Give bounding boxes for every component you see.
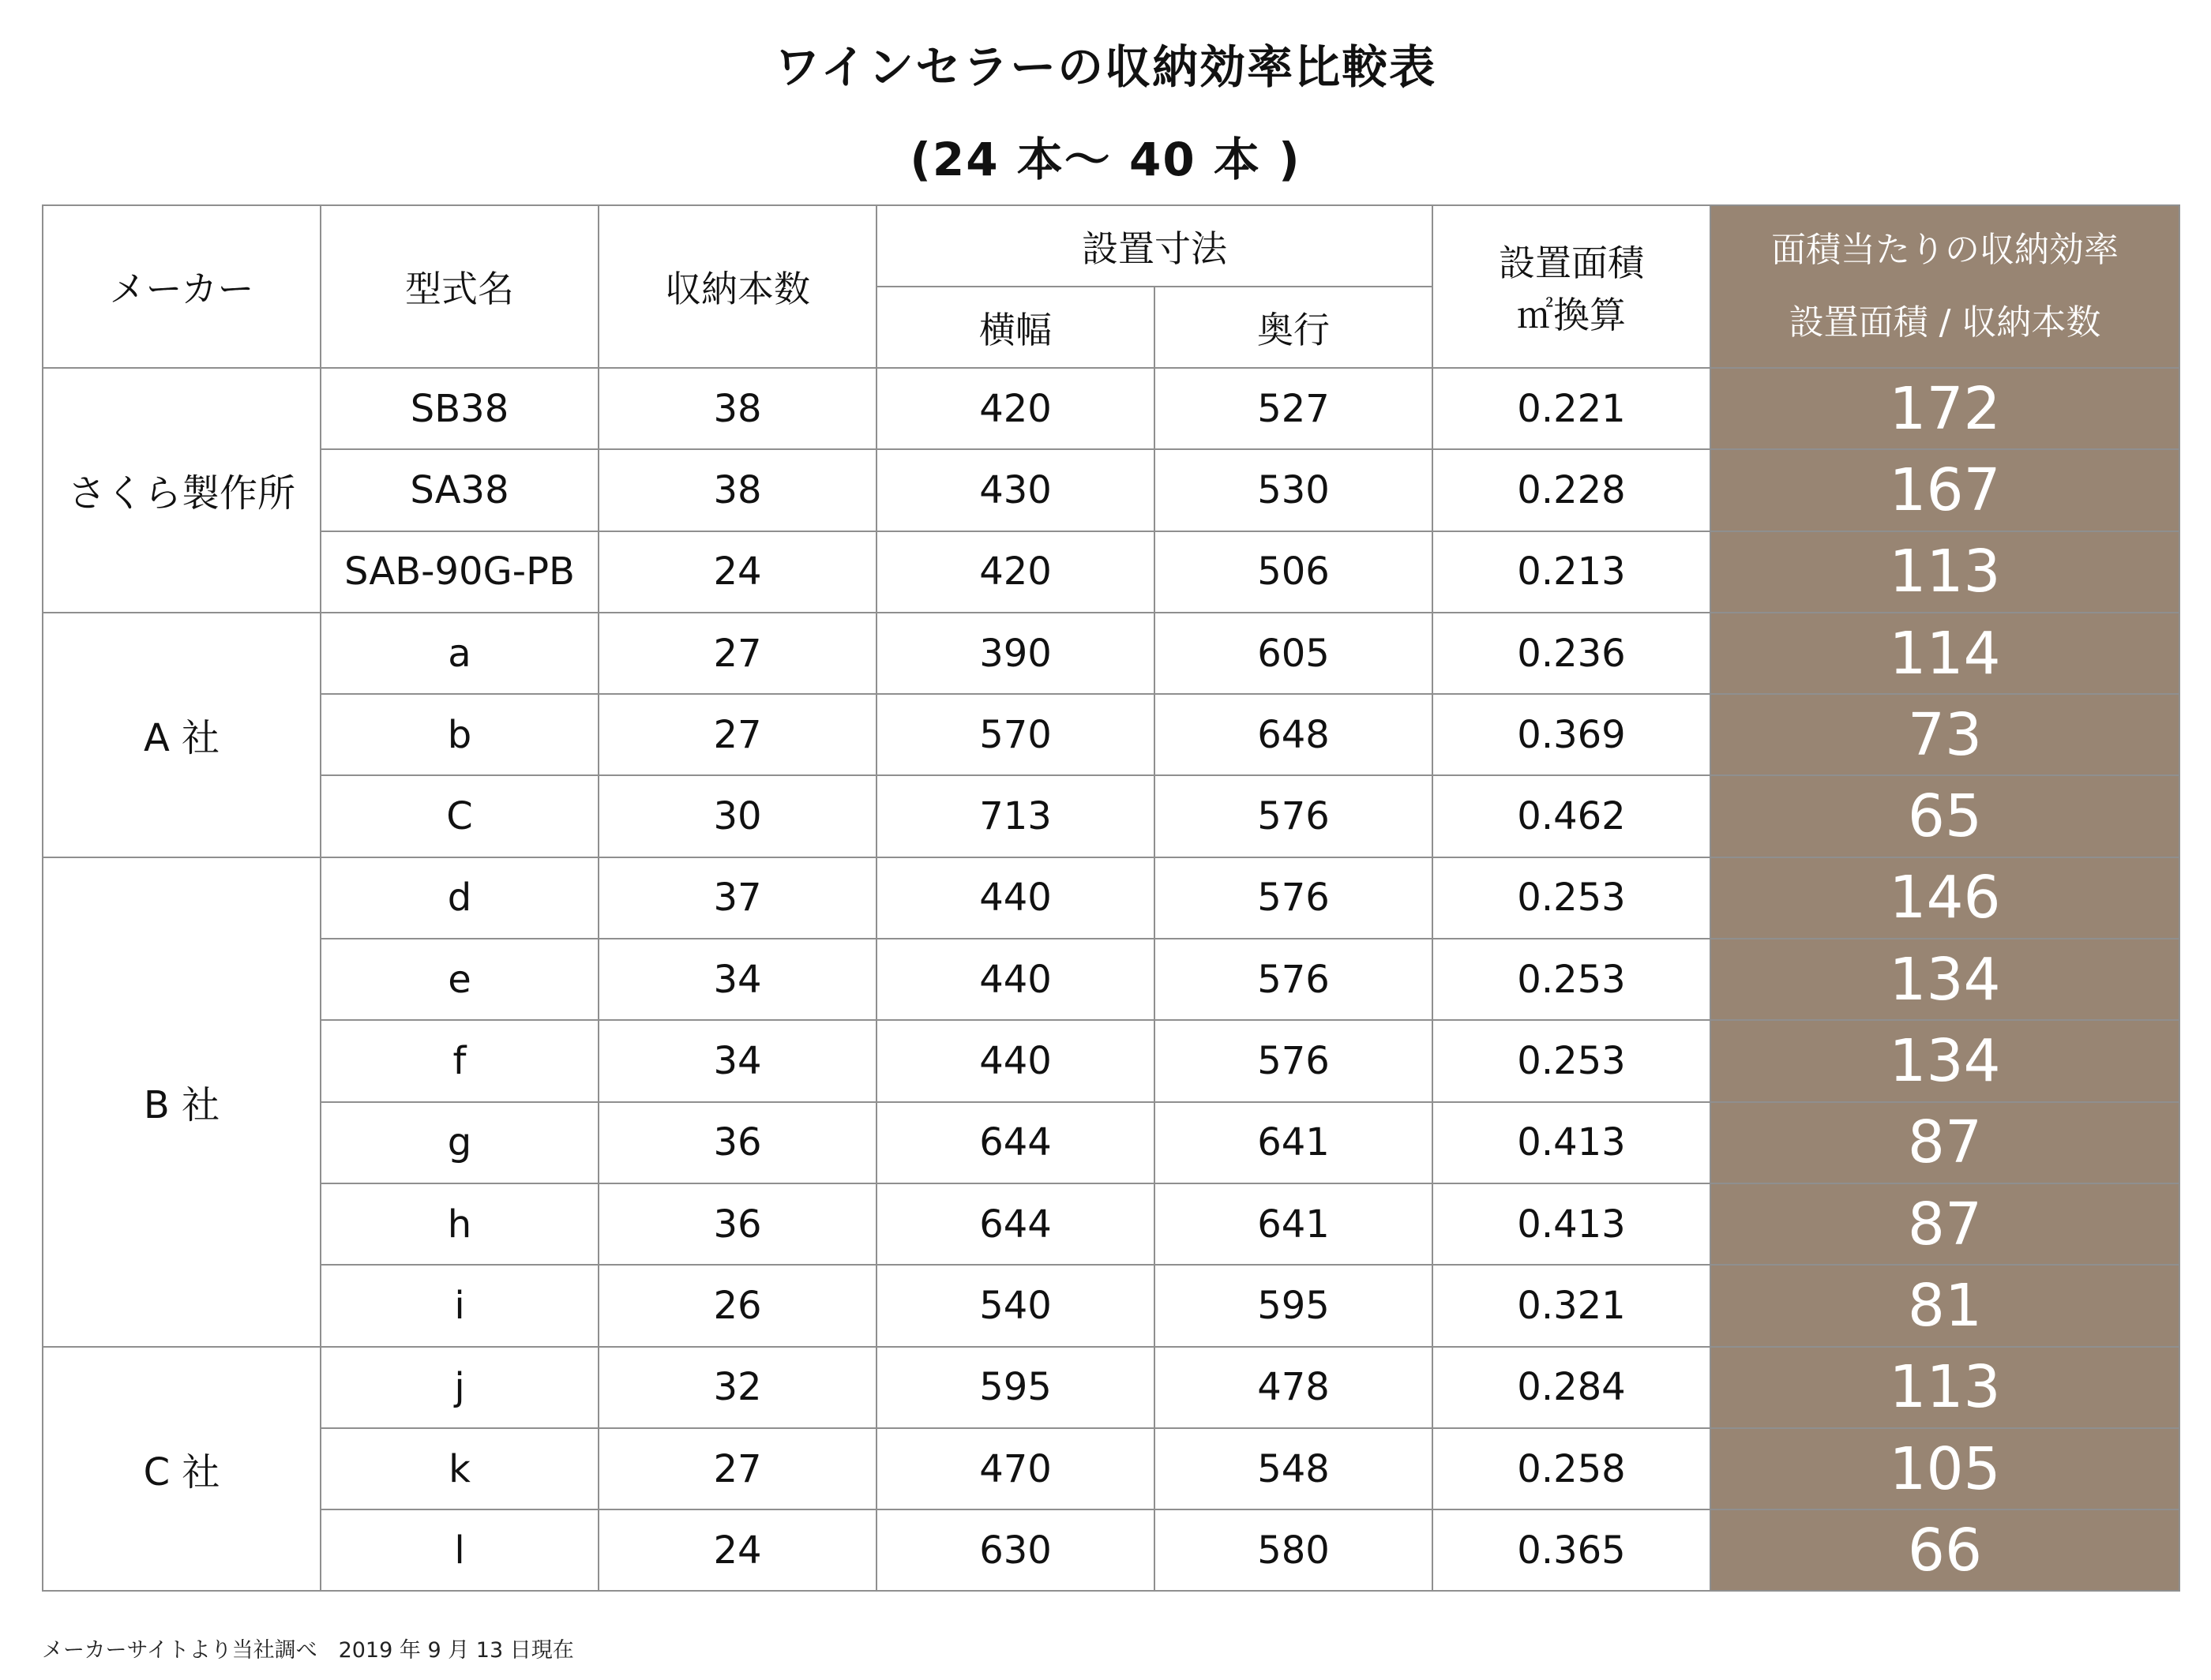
cell-efficiency: 113 (1710, 1347, 2179, 1428)
cell-width: 440 (877, 1020, 1154, 1101)
cell-width: 540 (877, 1265, 1154, 1346)
cell-width: 440 (877, 857, 1154, 939)
cell-maker: C 社 (43, 1347, 321, 1592)
cell-area: 0.221 (1432, 368, 1710, 449)
cell-model: SAB-90G-PB (321, 531, 599, 613)
header-efficiency (1710, 205, 2179, 368)
cell-area: 0.284 (1432, 1347, 1710, 1428)
header-width: 横幅 (877, 287, 1154, 368)
comparison-table (42, 204, 2180, 1592)
cell-model: k (321, 1428, 599, 1509)
cell-depth: 605 (1154, 613, 1432, 694)
cell-model: e (321, 939, 599, 1020)
cell-efficiency: 114 (1710, 613, 2179, 694)
cell-depth: 548 (1154, 1428, 1432, 1509)
header-depth: 奥行 (1154, 287, 1432, 368)
cell-capacity: 38 (599, 449, 877, 531)
cell-capacity: 30 (599, 775, 877, 857)
cell-model: j (321, 1347, 599, 1428)
table-row (43, 531, 2179, 613)
cell-capacity: 27 (599, 613, 877, 694)
cell-width: 644 (877, 1183, 1154, 1265)
header-capacity: 収納本数 (599, 205, 877, 368)
cell-model: b (321, 694, 599, 775)
page-title: ワインセラーの収納効率比較表 (774, 40, 1437, 94)
cell-capacity: 36 (599, 1183, 877, 1265)
cell-efficiency: 167 (1710, 449, 2179, 531)
cell-model: h (321, 1183, 599, 1265)
cell-efficiency: 73 (1710, 694, 2179, 775)
cell-model: i (321, 1265, 599, 1346)
cell-efficiency: 65 (1710, 775, 2179, 857)
cell-area: 0.321 (1432, 1265, 1710, 1346)
cell-depth: 580 (1154, 1509, 1432, 1591)
cell-capacity: 24 (599, 1509, 877, 1591)
header-dimensions: 設置寸法 (877, 205, 1432, 287)
table-row (43, 1265, 2179, 1346)
cell-depth: 527 (1154, 368, 1432, 449)
cell-model: SA38 (321, 449, 599, 531)
table-row (43, 1020, 2179, 1101)
cell-capacity: 32 (599, 1347, 877, 1428)
cell-area: 0.253 (1432, 857, 1710, 939)
cell-area: 0.228 (1432, 449, 1710, 531)
cell-depth: 648 (1154, 694, 1432, 775)
cell-depth: 576 (1154, 857, 1432, 939)
cell-efficiency: 81 (1710, 1265, 2179, 1346)
header-efficiency-line1: 面積当たりの収納効率 (1771, 230, 2119, 270)
cell-capacity: 27 (599, 1428, 877, 1509)
table-row (43, 857, 2179, 939)
cell-capacity: 34 (599, 939, 877, 1020)
cell-model: C (321, 775, 599, 857)
cell-area: 0.365 (1432, 1509, 1710, 1591)
cell-efficiency: 134 (1710, 1020, 2179, 1101)
cell-efficiency: 113 (1710, 531, 2179, 613)
cell-area: 0.413 (1432, 1183, 1710, 1265)
cell-efficiency: 105 (1710, 1428, 2179, 1509)
cell-efficiency: 66 (1710, 1509, 2179, 1591)
table-row (43, 613, 2179, 694)
cell-capacity: 34 (599, 1020, 877, 1101)
cell-capacity: 37 (599, 857, 877, 939)
cell-efficiency: 146 (1710, 857, 2179, 939)
cell-capacity: 38 (599, 368, 877, 449)
cell-area: 0.258 (1432, 1428, 1710, 1509)
cell-width: 644 (877, 1102, 1154, 1183)
cell-area: 0.253 (1432, 1020, 1710, 1101)
cell-model: g (321, 1102, 599, 1183)
cell-width: 630 (877, 1509, 1154, 1591)
cell-depth: 641 (1154, 1183, 1432, 1265)
header-area-line2: ㎡換算 (1517, 294, 1626, 336)
page-subtitle: (24 本〜 40 本 ) (910, 133, 1301, 186)
cell-area: 0.253 (1432, 939, 1710, 1020)
cell-width: 470 (877, 1428, 1154, 1509)
cell-depth: 530 (1154, 449, 1432, 531)
table-row (43, 1428, 2179, 1509)
cell-area: 0.213 (1432, 531, 1710, 613)
cell-efficiency: 87 (1710, 1183, 2179, 1265)
cell-capacity: 27 (599, 694, 877, 775)
header-area-line1: 設置面積 (1499, 242, 1644, 284)
cell-efficiency: 87 (1710, 1102, 2179, 1183)
cell-width: 420 (877, 368, 1154, 449)
cell-maker: B 社 (43, 857, 321, 1347)
cell-maker: さくら製作所 (43, 368, 321, 613)
cell-capacity: 26 (599, 1265, 877, 1346)
table-row (43, 1347, 2179, 1428)
header-maker: メーカー (43, 205, 321, 368)
cell-width: 430 (877, 449, 1154, 531)
table-row (43, 1102, 2179, 1183)
cell-area: 0.413 (1432, 1102, 1710, 1183)
cell-model: a (321, 613, 599, 694)
cell-width: 420 (877, 531, 1154, 613)
cell-model: d (321, 857, 599, 939)
cell-model: l (321, 1509, 599, 1591)
cell-depth: 576 (1154, 939, 1432, 1020)
table-row (43, 1509, 2179, 1591)
table-row (43, 1183, 2179, 1265)
cell-depth: 641 (1154, 1102, 1432, 1183)
cell-depth: 576 (1154, 775, 1432, 857)
table-row (43, 694, 2179, 775)
cell-area: 0.236 (1432, 613, 1710, 694)
cell-efficiency: 134 (1710, 939, 2179, 1020)
header-model: 型式名 (321, 205, 599, 368)
cell-width: 595 (877, 1347, 1154, 1428)
table-row (43, 449, 2179, 531)
cell-area: 0.462 (1432, 775, 1710, 857)
cell-width: 713 (877, 775, 1154, 857)
cell-model: f (321, 1020, 599, 1101)
cell-model: SB38 (321, 368, 599, 449)
cell-capacity: 24 (599, 531, 877, 613)
cell-width: 570 (877, 694, 1154, 775)
footnote: メーカーサイトより当社調べ 2019 年 9 月 13 日現在 (42, 1638, 574, 1663)
cell-maker: A 社 (43, 613, 321, 857)
cell-depth: 576 (1154, 1020, 1432, 1101)
cell-width: 440 (877, 939, 1154, 1020)
cell-depth: 478 (1154, 1347, 1432, 1428)
table-row (43, 939, 2179, 1020)
cell-capacity: 36 (599, 1102, 877, 1183)
cell-area: 0.369 (1432, 694, 1710, 775)
cell-depth: 506 (1154, 531, 1432, 613)
header-area (1432, 205, 1710, 368)
cell-width: 390 (877, 613, 1154, 694)
cell-efficiency: 172 (1710, 368, 2179, 449)
table-row (43, 368, 2179, 449)
header-efficiency-line2: 設置面積 / 収納本数 (1789, 302, 2101, 343)
cell-depth: 595 (1154, 1265, 1432, 1346)
table-row (43, 775, 2179, 857)
